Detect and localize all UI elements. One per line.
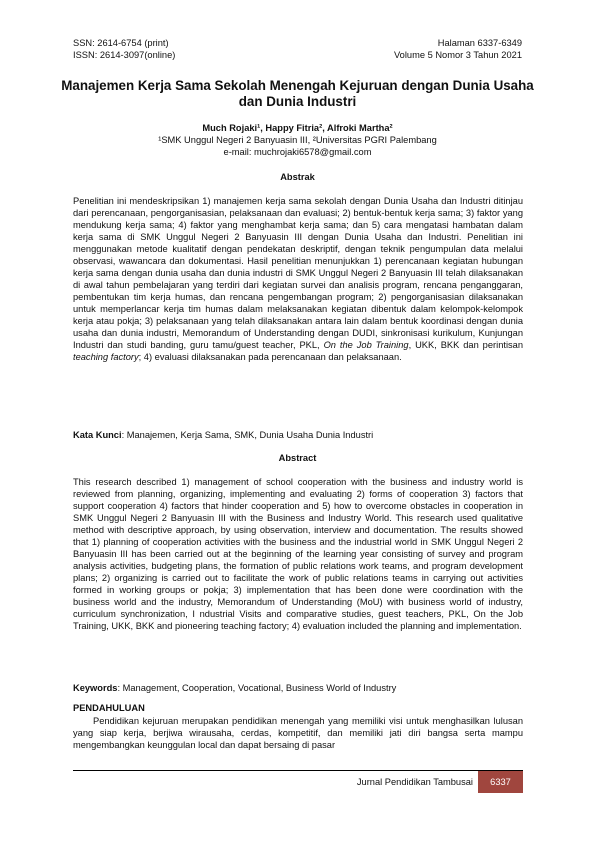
abstrak-text — [73, 195, 523, 363]
author-affiliation: ¹SMK Unggul Negeri 2 Banyuasin III, ²Universitas PGRI Palembang — [158, 135, 437, 145]
abstrak-heading: Abstrak — [280, 172, 315, 182]
pendahuluan-heading: PENDAHULUAN — [73, 703, 145, 713]
paper-title: Manajemen Kerja Sama Sekolah Menengah Kejuruan dengan Dunia Usaha dan Dunia Industri — [61, 78, 534, 109]
author-block — [60, 122, 535, 158]
keywords-label: Keywords — [73, 683, 118, 693]
abstrak-italic-term: On the Job Training — [323, 340, 409, 350]
abstrak-text-part: Penelitian ini mendeskripsikan 1) manajemen kerja sama sekolah dengan Dunia Usaha dan Industri ditinjau dari perencanaan, pengorganisasian, pelaksanaan dan evaluasi; 2) bentuk-bentuk kerja sama; 3) faktor yang mendukung kerja sama; 4) faktor yang menghambat kerja sama; dan 5) cara mengatasi hambatan dalam kerja sama di SMK Unggul Negeri 2 Banyuasin III dengan Dunia Usaha dan Industri. Penelitian ini menggunakan metode kualitatif dengan pendekatan deskriptif, dengan teknik pengumpulan data melalui observasi, wawancara dan dokumentasi. Hasil penelitian menunjukkan 1) perencanaan kegiatan hubungan kerja sama dengan dunia usaha dan dunia industri di SMK Unggul Negeri 2 Banyuasin III telah dilaksanakan di awal tahun pembelajaran yang terdiri dari kegiatan survei dan analisis program, rencana penganggaran, pembentukan tim kerja humas, dan rencana pengembangan program; 2) pengorganisasian dilaksanakan untuk memperlancar kerja tim humas dalam melaksanakan kegiatan dibentuk dalam kelompok-kelompok kerja atau pokja; 3) pelaksanaan yang telah dilaksanakan antara lain dalam bentuk koordinasi dengan dunia usaha dan dunia industri, Memorandum of Understanding dengan DUDI, sinkronisasi kurikulum, Kunjungan Industri dan studi banding, guru tamu/guest teacher, PKL, — [73, 196, 523, 350]
abstrak-text-part: ; 4) evaluasi dilaksanakan pada perencanaan dan pelaksanaan. — [138, 352, 402, 362]
abstract-heading: Abstract — [278, 453, 317, 463]
author-email: e-mail: muchrojaki6578@gmail.com — [223, 147, 372, 157]
journal-name: Jurnal Pendidikan Tambusai — [356, 777, 473, 787]
volume-block — [394, 37, 522, 61]
keywords — [73, 682, 523, 694]
kata-kunci-text: : Manajemen, Kerja Sama, SMK, Dunia Usaha Dunia Industri — [121, 430, 374, 440]
abstrak-italic-term: teaching factory — [73, 352, 139, 362]
page-number-badge: 6337 — [478, 771, 523, 793]
volume-info: Volume 5 Nomor 3 Tahun 2021 — [393, 50, 522, 60]
kata-kunci-label: Kata Kunci — [73, 430, 122, 440]
issn-print: SSN: 2614-6754 (print) — [73, 38, 169, 48]
pendahuluan-text: Pendidikan kejuruan merupakan pendidikan menengah yang memiliki visi untuk menghasilkan lulusan yang siap kerja, berjiwa wirausaha, cerdas, kompetitif, dan memiliki jati diri bangsa serta mampu mengembangkan keunggulan local dan dapat bersaing di pasar — [73, 716, 523, 750]
page-range: Halaman 6337-6349 — [437, 38, 522, 48]
issn-online: ISSN: 2614-3097(online) — [73, 50, 176, 60]
keywords-text: : Management, Cooperation, Vocational, Business World of Industry — [117, 683, 397, 693]
author-names: Much Rojaki¹, Happy Fitria², Alfroki Martha² — [202, 123, 393, 133]
issn-block — [73, 37, 175, 61]
kata-kunci — [73, 429, 523, 441]
abstrak-text-part: , UKK, BKK dan perintisan — [408, 340, 523, 350]
abstract-text: This research described 1) management of school cooperation with the business and industry world is reviewed from planning, organizing, implementing and evaluating 2) forms of cooperation 3) factors that support cooperation 4) factors that hinder cooperation and 5) how to overcome obstacles in cooperation in SMK Unggul Negeri 2 Banyuasin III with the Business and Industry World. This research used qualitative method with descriptive approach, by using observation, interview and documentation. The results showed that 1) planning of cooperation activities with the business and the industrial world in SMK Unggul Negeri 2 Banyuasin III has been carried out at the beginning of the learning year consisting of survey and program analysis activities, budgeting plans, the formation of public relations work teams, and program development plans; 2) organizing is carried out to facilitate the work of public relations teams in carrying out activities formed in working groups or pokja; 3) implementation that has been done were coordination with the business world and the industry, Memorandum of Understanding (MoU) with business world of industry, curriculum synchronization, I ndustrial Visits and comparative studies, guest teachers, PKL, On the Job Training, UKK, BKK and pioneering teaching factory; 4) evaluation included the planning and implementation. — [73, 477, 523, 631]
footer-rule — [73, 770, 523, 771]
